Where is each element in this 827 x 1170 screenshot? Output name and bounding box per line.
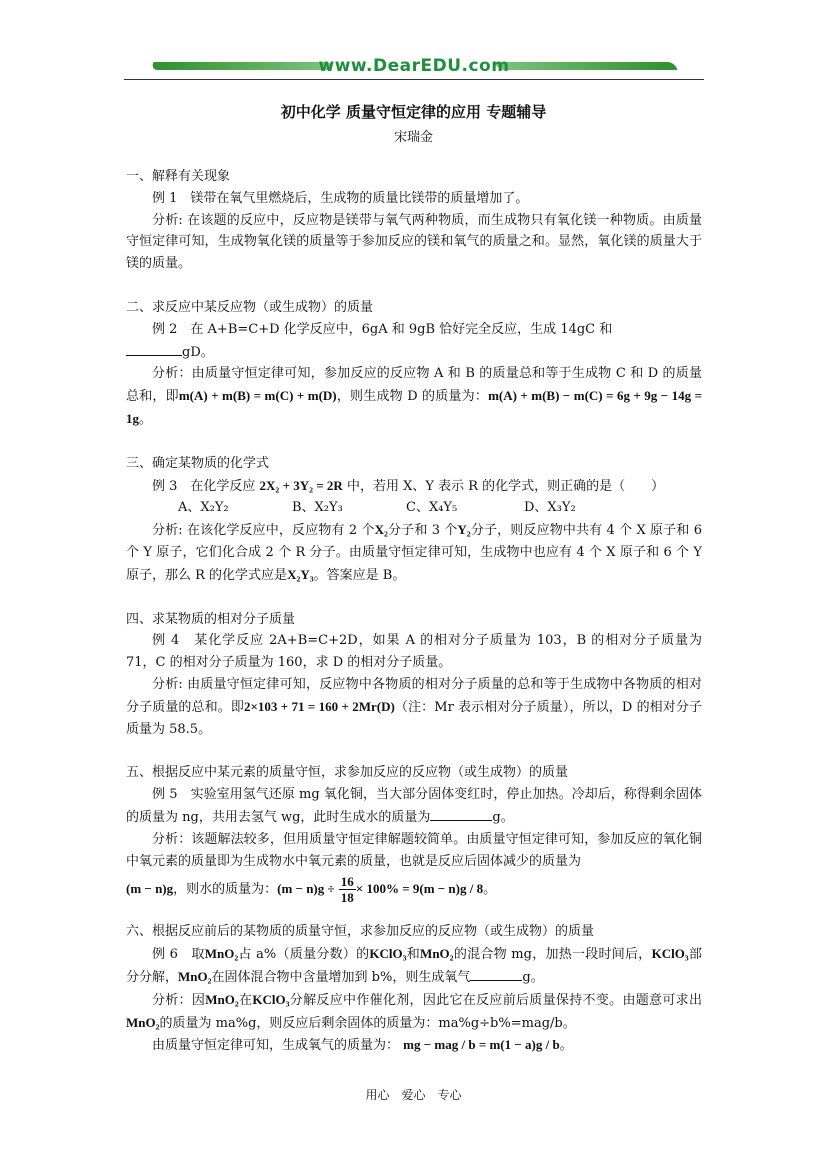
example-5-text: 例 5 实验室用氢气还原 mg 氧化铜，当大部分固体变红时，停止加热。冷却后，称得剩余固体的质量为 ng，共用去氢气 wg，此时生成水的质量为 xyxy=(126,787,702,825)
analysis-6-text-c: 分解反应中作催化剂，因此它在反应前后质量保持不变。由题意可求出 xyxy=(289,992,702,1008)
analysis-4 xyxy=(126,674,702,740)
formula-x2y3: X₂Y₃ xyxy=(287,566,314,582)
formula-y2: Y₂ xyxy=(457,522,471,538)
analysis-3-end: 。答案应是 B。 xyxy=(313,567,406,583)
formula-mno2: MnO₂ xyxy=(205,991,239,1007)
answer-blank xyxy=(430,806,492,821)
analysis-2-end: 。 xyxy=(139,411,153,427)
formula-mno2: MnO₂ xyxy=(178,968,212,984)
conclusion-6-end: 。 xyxy=(559,1038,573,1054)
author: 宋瑞金 xyxy=(393,130,433,145)
section-1-heading: 一、解释有关现象 xyxy=(126,169,231,184)
option-a: A、X₂Y₂ xyxy=(178,500,229,516)
example-2-text: 例 2 在 A+B=C+D 化学反应中，6gA 和 9gB 恰好完全反应，生成 14gC 和 xyxy=(152,321,613,337)
mass-loss-expression: (m − n)g xyxy=(126,881,174,897)
example-3-text-b: 中，若用 X、Y 表示 R 的化学式，则正确的是（ ） xyxy=(346,478,665,494)
section-4-heading: 四、求某物质的相对分子质量 xyxy=(126,611,296,627)
section-3-heading: 三、确定某物质的化学式 xyxy=(126,455,270,471)
site-logo: www.DearEDU.com xyxy=(318,56,510,76)
section-5-heading: 五、根据反应中某元素的质量守恒，求参加反应的反应物（或生成物）的质量 xyxy=(126,765,569,781)
conclusion-6 xyxy=(126,1034,702,1057)
analysis-2-text: 分析：由质量守恒定律可知，参加反应的反应物 A 和 B 的质量总和等于生成物 C 和 D 的质量总和，即 xyxy=(126,366,702,405)
section-2-heading: 二、求反应中某反应物（或生成物）的质量 xyxy=(126,299,374,315)
reaction-equation: 2X₂ + 3Y₂ = 2R xyxy=(259,477,343,493)
analysis-6-text-d: 的质量为 ma%g，则反应后剩余固体的质量为：ma%g÷b%=mag/b。 xyxy=(159,1015,576,1031)
example-1: 例 1 镁带在氧气里燃烧后，生成物的质量比镁带的质量增加了。 xyxy=(152,190,529,206)
header-rule xyxy=(124,79,704,80)
example-6-text: 例 6 取 xyxy=(152,947,205,963)
answer-blank xyxy=(470,966,522,981)
example-6-end: g。 xyxy=(522,969,544,985)
conclusion-6-text: 由质量守恒定律可知，生成氧气的质量为： xyxy=(152,1038,400,1054)
example-5-end: g。 xyxy=(492,809,514,825)
example-2-end: gD。 xyxy=(182,344,214,360)
example-3-text: 例 3 在化学反应 xyxy=(152,478,256,494)
site-header xyxy=(124,52,704,82)
oxygen-mass-equation: mg − mag / b = m(1 − a)g / b xyxy=(403,1037,560,1053)
formula-kclo3: KClO₃ xyxy=(369,946,407,962)
mass-equation-1: m(A) + m(B) = m(C) + m(D) xyxy=(178,388,337,404)
formula-kclo3: KClO₃ xyxy=(651,946,689,962)
example-6-text-b: 占 a%（质量分数）的 xyxy=(238,947,370,963)
example-3 xyxy=(126,475,702,498)
option-b: B、X₂Y₃ xyxy=(292,500,343,516)
option-c: C、X₄Y₅ xyxy=(406,500,458,516)
example-6-text-d: 的混合物 mg，加热一段时间后， xyxy=(453,947,652,963)
analysis-4-text-b: （注：Mr 表示相对分子质量），所以，D 的相对分子质量为 58.5。 xyxy=(126,699,702,737)
answer-blank xyxy=(126,341,182,356)
analysis-3-text: 分析: 在该化学反应中，反应物有 2 个 xyxy=(152,523,375,539)
formula-mno2: MnO₂ xyxy=(420,946,454,962)
analysis-5 xyxy=(126,829,702,873)
analysis-2 xyxy=(126,363,702,430)
analysis-1: 分析: 在该题的反应中，反应物是镁带与氧气两种物质，而生成物只有氧化镁一种物质。由质量守恒定律可知，生成物氧化镁的质量等于参加反应的镁和氧气的质量之和。显然，氧化镁的质量大于镁的质量。 xyxy=(126,212,702,272)
formula-x2: X₂ xyxy=(374,522,388,538)
analysis-4-text: 分析: 由质量守恒定律可知，反应物中各物质的相对分子质量的总和等于生成物中各物质的相对分子质量的总和。即 xyxy=(126,676,702,715)
option-d: D、X₃Y₂ xyxy=(524,500,576,516)
formula-kclo3: KClO₃ xyxy=(252,991,290,1007)
mass-equation-2: m(A) + m(B) − m(C) = 6g + 9g − 14g = 1g xyxy=(126,388,702,426)
analysis-6 xyxy=(126,989,702,1035)
formula-mno2: MnO₂ xyxy=(126,1014,160,1030)
analysis-3-text-b: 分子和 3 个 xyxy=(387,523,458,539)
example-6-text-f: 在固体混合物中含量增加到 b%，则生成氧气 xyxy=(211,969,471,985)
example-5 xyxy=(126,784,702,829)
example-4: 例 4 某化学反应 2A+B=C+2D，如果 A 的相对分子质量为 103，B 的相对分子质量为 71，C 的相对分子质量为 160，求 D 的相对分子质量。 xyxy=(126,633,702,671)
document-body xyxy=(126,166,702,1057)
analysis-3-text-c: 分子，则反应物中共有 4 个 X 原子和 6 个 Y 原子，它们化合成 2 个 R 分子。由质量守恒定律可知，生成物中也应有 4 个 X 原子和 6 个 Y 原子，那么 R 的化学式应是 xyxy=(126,523,702,583)
document-title: 初中化学 质量守恒定律的应用 专题辅导 xyxy=(280,103,547,121)
example-6-text-c: 和 xyxy=(406,947,421,963)
fraction-16-18 xyxy=(339,874,356,905)
example-6 xyxy=(126,943,702,989)
analysis-6-text-b: 在 xyxy=(238,992,253,1008)
example-2 xyxy=(126,319,702,364)
section-6-heading: 六、根据反应前后的某物质的质量守恒，求参加反应的反应物（或生成物）的质量 xyxy=(126,924,595,940)
analysis-2-text-b: ，则生成物 D 的质量为： xyxy=(336,389,489,405)
analysis-5-mid: ，则水的质量为： xyxy=(173,882,278,898)
analysis-5-formula-line xyxy=(126,872,702,907)
analysis-6-text: 分析：因 xyxy=(152,992,206,1008)
example-6-text-e: 部分分解， xyxy=(126,947,702,985)
mr-equation: 2×103 + 71 = 160 + 2Mr(D) xyxy=(243,698,395,714)
water-mass-result: × 100% = 9(m − n)g / 8 xyxy=(355,881,484,897)
analysis-5-text: 分析：该题解法较多，但用质量守恒定律解题较简单。由质量守恒定律可知，参加反应的氧化铜中氧元素的质量即为生成物水中氧元素的质量，也就是反应后固体减少的质量为 xyxy=(126,831,702,869)
fraction-denominator: 18 xyxy=(340,890,354,906)
water-mass-expression: (m − n)g ÷ xyxy=(277,881,335,897)
formula-mno2: MnO₂ xyxy=(204,946,239,962)
page-footer: 用心 爱心 专心 xyxy=(365,1088,462,1102)
analysis-5-end: 。 xyxy=(483,882,497,898)
fraction-numerator: 16 xyxy=(340,874,354,890)
analysis-3 xyxy=(126,519,702,586)
options xyxy=(126,497,702,519)
